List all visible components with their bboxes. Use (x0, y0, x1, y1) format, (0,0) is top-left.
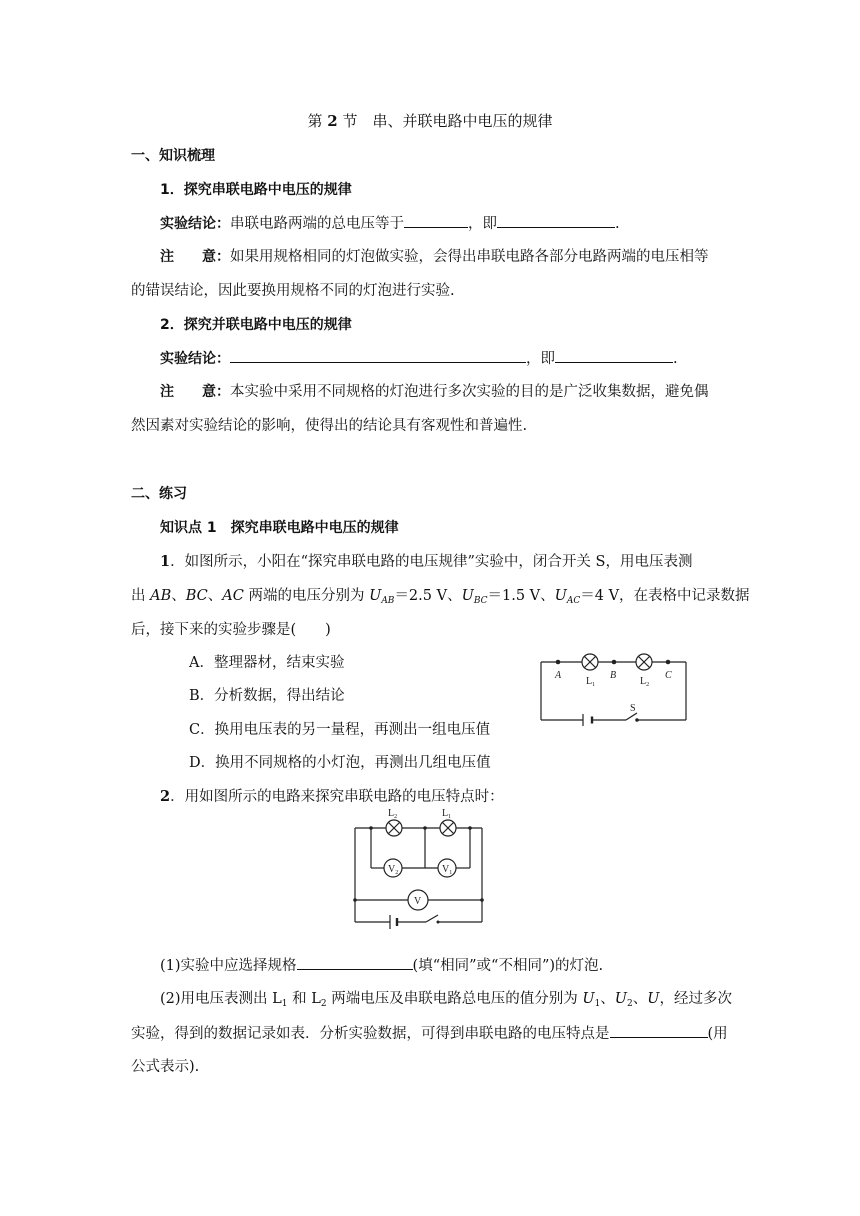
option-d[interactable]: D．换用不同规格的小灯泡，再测出几组电压值 (189, 755, 491, 771)
label-b: B (610, 670, 617, 681)
answer-blank[interactable] (610, 1023, 708, 1038)
label-c: C (665, 670, 672, 681)
knowledge-point-1: 知识点 1 探究串联电路中电压的规律 (160, 520, 399, 536)
question-2-line1: 2．用如图所示的电路来探究串联电路的电压特点时： (160, 788, 504, 805)
circuit-diagram-1 (530, 650, 700, 730)
label-l2: $L_2$ (388, 808, 398, 820)
label-a: A (555, 670, 562, 681)
question-1-line2: 出 AB、BC、AC 两端的电压分别为 $U_{AB}=2.5$ V、$U_{BC}=1.5$ V、$U_{AC}=4$ V，在表格中记录数据 (131, 588, 750, 606)
label-l1: $L_1$ (442, 808, 452, 820)
node-b (612, 660, 617, 665)
note-2-line2: 然因素对实验结论的影响，使得出的结论具有客观性和普遍性. (131, 418, 528, 434)
label-s: S (630, 703, 636, 714)
answer-blank[interactable] (230, 348, 526, 363)
answer-blank[interactable] (497, 213, 615, 228)
answer-blank[interactable] (404, 213, 468, 228)
question-2-part2-line1: (2)用电压表测出 $L_1$ 和 $L_2$ 两端电压及串联电路总电压的值分别为 $U_1$、$U_2$、U，经过多次 (160, 991, 732, 1009)
conclusion-1: 实验结论：串联电路两端的总电压等于 ，即 . (160, 213, 620, 234)
node-a (556, 660, 561, 665)
label-l2: $L_2$ (640, 676, 650, 688)
section-2-heading: 二、练习 (131, 486, 187, 502)
section-1-heading: 一、知识梳理 (131, 148, 215, 164)
option-b[interactable]: B．分析数据，得出结论 (189, 688, 345, 704)
switch-icon (426, 915, 438, 922)
switch-icon (626, 713, 637, 720)
option-a[interactable]: A．整理器材，结束实验 (189, 655, 345, 671)
question-2-part2-line3: 公式表示). (131, 1059, 200, 1075)
item-1-title: 1．探究串联电路中电压的规律 (160, 182, 352, 198)
option-c[interactable]: C．换用电压表的另一量程，再测出一组电压值 (189, 722, 491, 738)
label-v: V (414, 896, 422, 907)
conclusion-2: 实验结论： ，即 . (160, 348, 678, 369)
node-c (666, 660, 671, 665)
label-v1: $V_1$ (442, 864, 453, 876)
note-1-line1: 注 意：如果用规格相同的灯泡做实验，会得出串联电路各部分电路两端的电压相等 (160, 249, 709, 265)
answer-blank[interactable] (297, 955, 413, 970)
label-l1: $L_1$ (586, 676, 596, 688)
circuit-diagram-2 (345, 805, 495, 937)
page-title: 第 2 节 串、并联电路中电压的规律 (307, 112, 553, 130)
label-v2: $V_2$ (388, 864, 399, 876)
question-2-part2-line2: 实验，得到的数据记录如表．分析实验数据，可得到串联电路的电压特点是 (用 (131, 1023, 728, 1044)
item-2-title: 2．探究并联电路中电压的规律 (160, 317, 352, 333)
question-2-part1: (1)实验中应选择规格 (填“相同”或“不相同”)的灯泡. (160, 955, 603, 976)
question-1-line3: 后，接下来的实验步骤是( ) (131, 622, 331, 638)
question-1-line1: 1．如图所示，小阳在“探究串联电路的电压规律”实验中，闭合开关 S，用电压表测 (160, 553, 693, 570)
answer-blank[interactable] (555, 348, 673, 363)
note-1-line2: 的错误结论，因此要换用规格不同的灯泡进行实验. (131, 283, 455, 299)
note-2-line1: 注 意：本实验中采用不同规格的灯泡进行多次实验的目的是广泛收集数据，避免偶 (160, 384, 709, 400)
